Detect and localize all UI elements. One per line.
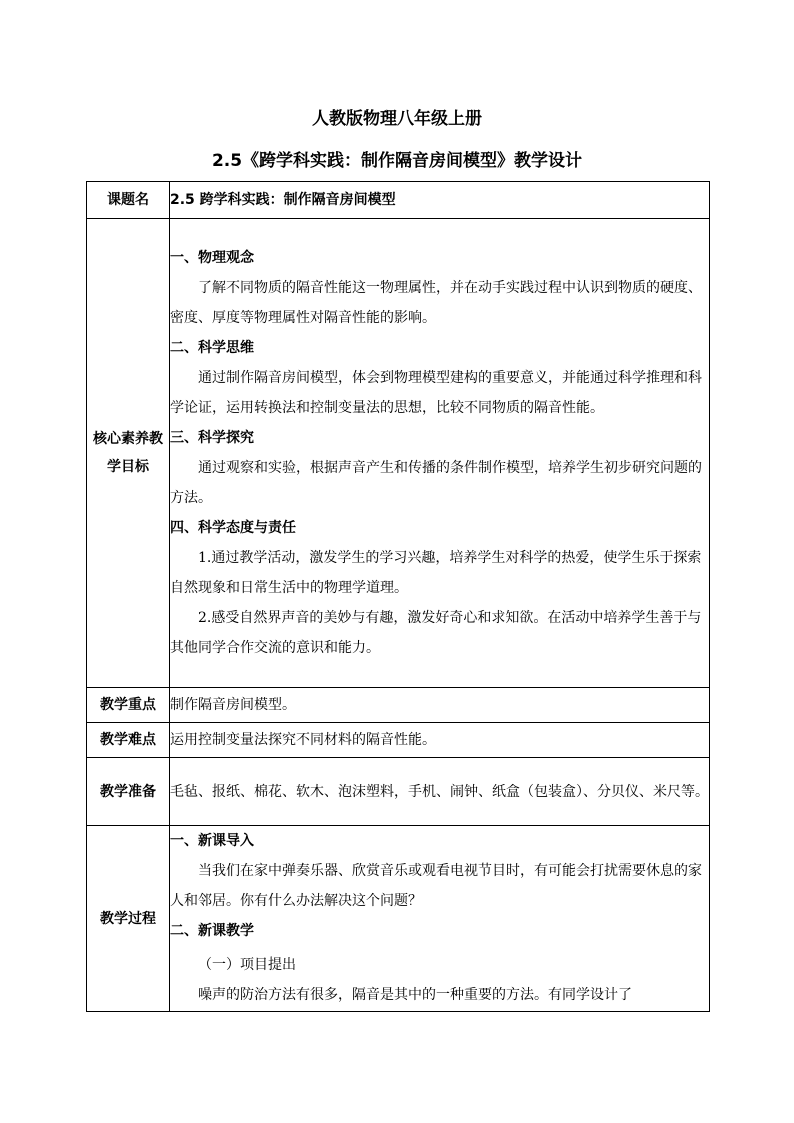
- goals-label: [87, 219, 170, 688]
- topic-label: 课题名: [87, 182, 170, 219]
- goals-label-text: 核心素养教学目标: [93, 431, 163, 475]
- preparation-row: [87, 758, 710, 826]
- process-label: 教学过程: [87, 826, 170, 1012]
- topic-value: 2.5 跨学科实践：制作隔音房间模型: [170, 182, 710, 219]
- goal-heading-scientific-thinking: 二、科学思维: [170, 340, 254, 356]
- process-paragraph: 噪声的防治方法有很多，隔音是其中的一种重要的方法。有同学设计了: [198, 987, 632, 1003]
- preparation-value: 毛毡、报纸、棉花、软木、泡沫塑料，手机、闹钟、纸盒（包装盒）、分贝仪、米尺等。: [170, 758, 710, 826]
- lesson-plan-table: [86, 181, 710, 1012]
- preparation-label: 教学准备: [87, 758, 170, 826]
- document-title: 人教版物理八年级上册: [312, 109, 482, 129]
- process-paragraph: 当我们在家中弹奏乐器、欣赏音乐或观看电视节目时，有可能会打扰需要休息的家人和邻居。你有什么办法解决这个问题？: [170, 863, 702, 909]
- process-content: [170, 826, 710, 1012]
- goal-paragraph: 2.感受自然界声音的美妙与有趣，激发好奇心和求知欲。在活动中培养学生善于与其他同学合作交流的意识和能力。: [170, 610, 702, 656]
- document-subtitle: 2.5《跨学科实践：制作隔音房间模型》教学设计: [211, 151, 583, 171]
- goal-heading-attitude-responsibility: 四、科学态度与责任: [170, 520, 296, 536]
- goal-paragraph: 通过观察和实验，根据声音产生和传播的条件制作模型，培养学生初步研究问题的方法。: [170, 460, 702, 506]
- goal-heading-physics-concept: 一、物理观念: [170, 250, 254, 266]
- key-point-row: [87, 688, 710, 723]
- goals-content: [170, 219, 710, 688]
- process-row: [87, 826, 710, 1012]
- goals-row: [87, 219, 710, 688]
- goal-paragraph: 1.通过教学活动，激发学生的学习兴趣，培养学生对科学的热爱，使学生乐于探索自然现象和日常生活中的物理学道理。: [170, 550, 702, 596]
- difficulty-label: 教学难点: [87, 723, 170, 758]
- difficulty-row: [87, 723, 710, 758]
- process-subheading: （一）项目提出: [198, 957, 296, 973]
- topic-row: [87, 182, 710, 219]
- difficulty-value: 运用控制变量法探究不同材料的隔音性能。: [170, 723, 710, 758]
- goal-paragraph: 了解不同物质的隔音性能这一物理属性，并在动手实践过程中认识到物质的硬度、密度、厚度等物理属性对隔音性能的影响。: [170, 280, 702, 326]
- process-heading-teaching: 二、新课教学: [170, 923, 254, 939]
- key-point-value: 制作隔音房间模型。: [170, 688, 710, 723]
- goal-paragraph: 通过制作隔音房间模型，体会到物理模型建构的重要意义，并能通过科学推理和科学论证，运用转换法和控制变量法的思想，比较不同物质的隔音性能。: [170, 370, 702, 416]
- process-heading-intro: 一、新课导入: [170, 833, 254, 849]
- key-point-label: 教学重点: [87, 688, 170, 723]
- goal-heading-scientific-inquiry: 三、科学探究: [170, 430, 254, 446]
